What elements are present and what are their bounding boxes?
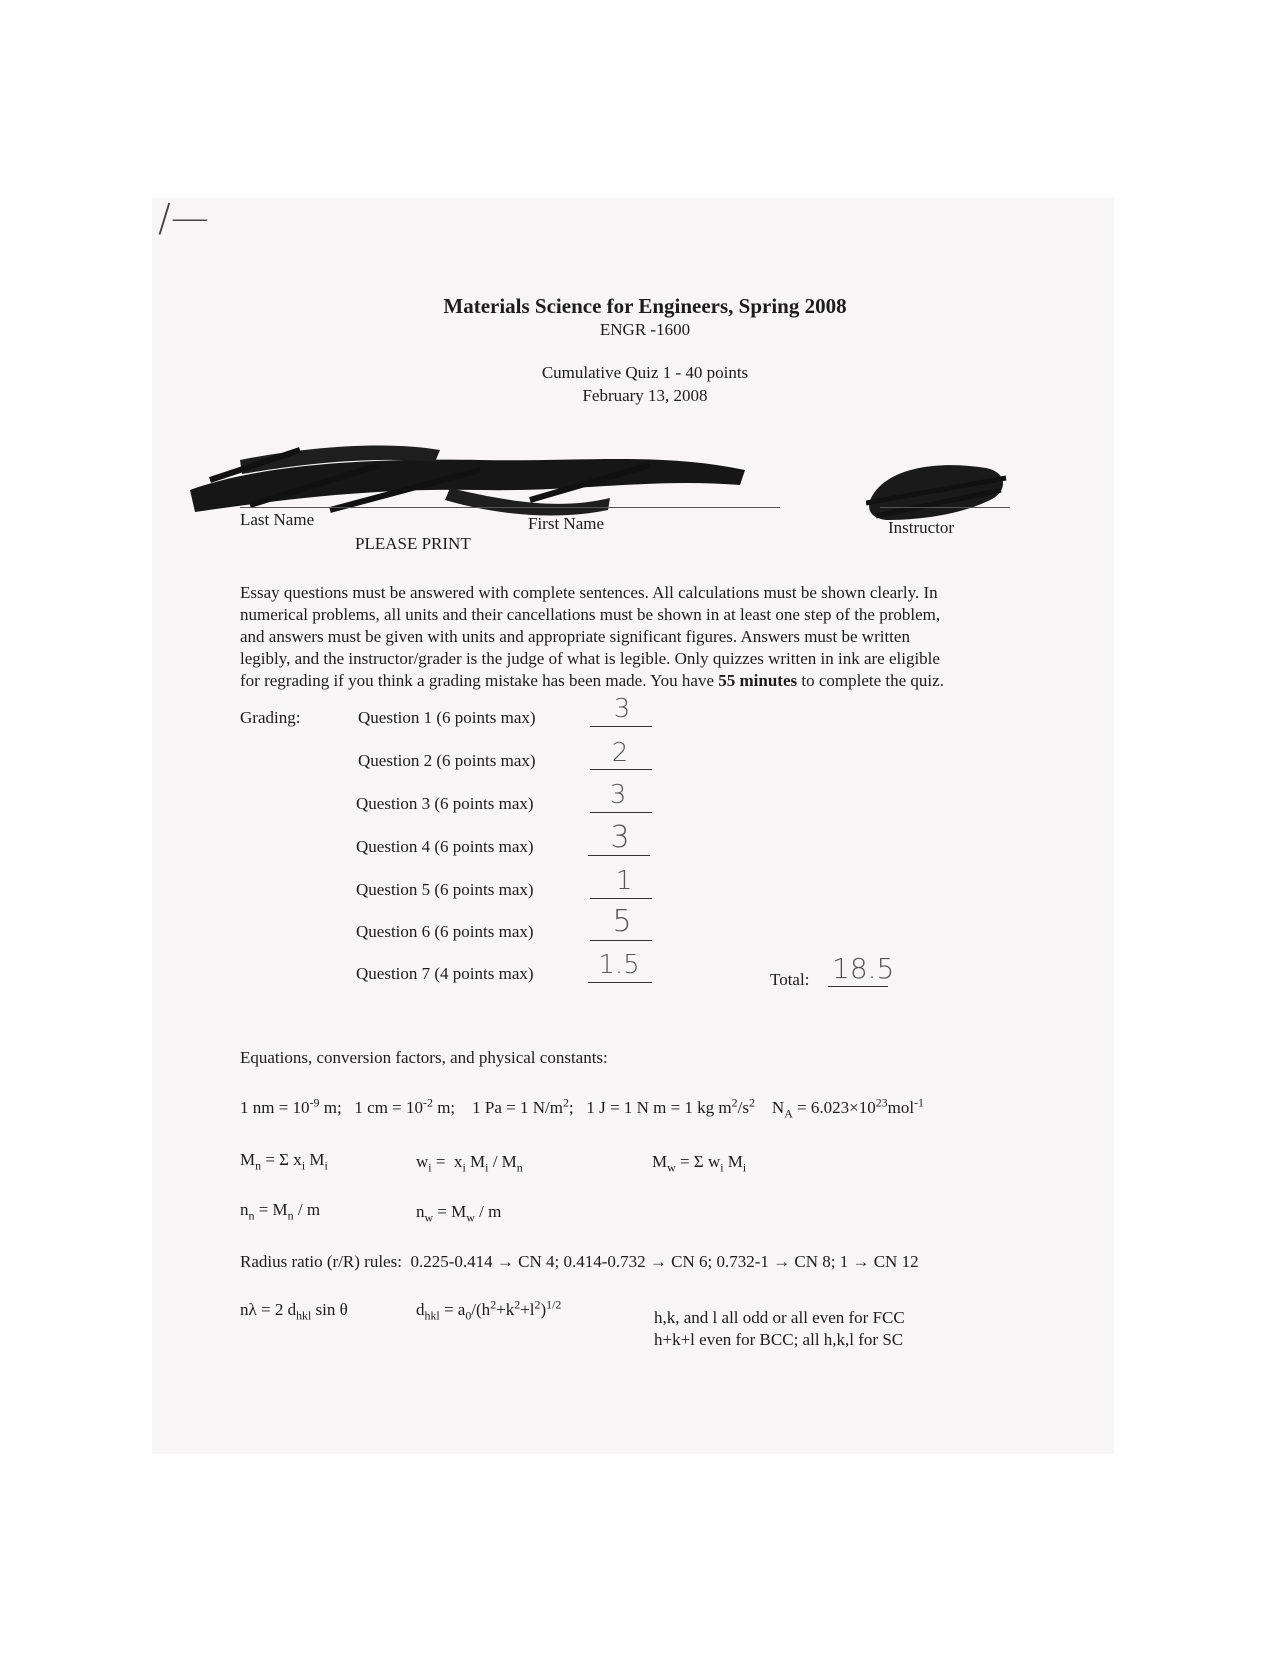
question-4-score-line bbox=[588, 855, 650, 856]
equation-nw: $n_w = M_w / m$ bbox=[416, 1202, 502, 1225]
total-score: 18.5 bbox=[832, 952, 895, 985]
equation-mw: $M_w = \Sigma$ $w_i$ $M_i$ bbox=[652, 1152, 747, 1175]
quiz-title: Cumulative Quiz 1 - 40 points bbox=[541, 363, 749, 382]
radius-ratio-rules bbox=[240, 1252, 919, 1272]
question-5-score-line bbox=[590, 898, 652, 899]
question-3-score: 3 bbox=[609, 780, 627, 810]
quiz-date: February 13, 2008 bbox=[582, 386, 708, 405]
total-label: Total: bbox=[770, 970, 810, 989]
equation-bragg: nλ = 2 $d_{hkl}$ sin θ bbox=[240, 1300, 348, 1323]
question-1-score: 3 bbox=[613, 694, 631, 724]
instructions-line-2: numerical problems, all units and their cancellations must be shown in at least one step of the problem, bbox=[240, 605, 941, 624]
conversion-factors: 1 nm = $10^{-9}$ m; 1 cm = $10^{-2}$ m; 1 Pa = 1 $N/m^2$; 1 J = 1 N m = 1 kg $m^2/s^2$ $N_A = 6.023\times 10^{23}mol^{-1}$ bbox=[240, 1095, 924, 1121]
equation-mn: $M_n = \Sigma$ $x_i$ $M_i$ bbox=[240, 1150, 328, 1173]
last-name-line bbox=[240, 507, 780, 508]
question-1-score-line bbox=[590, 726, 652, 727]
question-6-score: 5 bbox=[612, 904, 632, 939]
instructor-label: Instructor bbox=[888, 518, 955, 537]
question-4-label: Question 4 (6 points max) bbox=[356, 837, 534, 856]
instructions-line-4: legibly, and the instructor/grader is the judge of what is legible. Only quizzes written in ink are eligible bbox=[240, 649, 940, 668]
question-7-label: Question 7 (4 points max) bbox=[356, 964, 534, 983]
please-print-label: PLEASE PRINT bbox=[355, 534, 471, 553]
question-4-score: 3 bbox=[610, 820, 630, 855]
instructor-line bbox=[880, 507, 1010, 508]
question-2-label: Question 2 (6 points max) bbox=[358, 751, 536, 770]
instructions-line-3: and answers must be given with units and appropriate significant figures. Answers must be written bbox=[240, 627, 910, 646]
equation-nn: $n_n = M_n / m$ bbox=[240, 1200, 321, 1223]
total-score-line bbox=[828, 986, 888, 987]
question-6-score-line bbox=[590, 940, 652, 941]
question-2-score: 2 bbox=[611, 738, 629, 768]
time-limit: 55 minutes bbox=[718, 671, 798, 690]
fcc-rule: h,k, and l all odd or all even for FCC bbox=[654, 1308, 905, 1327]
last-name-label: Last Name bbox=[240, 510, 315, 529]
question-7-score: 1.5 bbox=[598, 950, 640, 980]
question-1-label: Question 1 (6 points max) bbox=[358, 708, 536, 727]
instructions-line-5-post: to complete the quiz. bbox=[797, 671, 944, 690]
course-title: Materials Science for Engineers, Spring 2008 bbox=[443, 294, 847, 318]
question-3-score-line bbox=[590, 812, 652, 813]
grading-label: Grading: bbox=[240, 708, 301, 727]
question-5-score: 1 bbox=[615, 866, 633, 896]
question-7-score-line bbox=[588, 982, 652, 983]
question-5-label: Question 5 (6 points max) bbox=[356, 880, 534, 899]
course-code: ENGR -1600 bbox=[599, 320, 691, 339]
question-3-label: Question 3 (6 points max) bbox=[356, 794, 534, 813]
equation-dhkl: $d_{hkl} = a_0/(h^2+k^2+l^2)^{1/2}$ bbox=[416, 1297, 562, 1323]
equation-wi: $w_i = x_i$ $M_i / M_n$ bbox=[416, 1152, 523, 1175]
radius-ratio-values: 0.225-0.414 → CN 4; 0.414-0.732 → CN 6; 0.732-1 → CN 8; 1 → CN 12 bbox=[410, 1252, 919, 1271]
instructions-line-5 bbox=[240, 671, 944, 691]
bcc-rule: h+k+l even for BCC; all h,k,l for SC bbox=[654, 1330, 904, 1349]
question-6-label: Question 6 (6 points max) bbox=[356, 922, 534, 941]
instructions-line-5-pre: for regrading if you think a grading mistake has been made. You have bbox=[240, 671, 719, 690]
radius-ratio-label: Radius ratio (r/R) rules: bbox=[240, 1252, 402, 1271]
equations-heading: Equations, conversion factors, and physical constants: bbox=[240, 1048, 608, 1067]
corner-mark: /— bbox=[158, 196, 209, 240]
first-name-label: First Name bbox=[528, 514, 605, 533]
question-2-score-line bbox=[590, 769, 652, 770]
instructions-line-1: Essay questions must be answered with complete sentences. All calculations must be shown clearly. In bbox=[240, 583, 938, 602]
